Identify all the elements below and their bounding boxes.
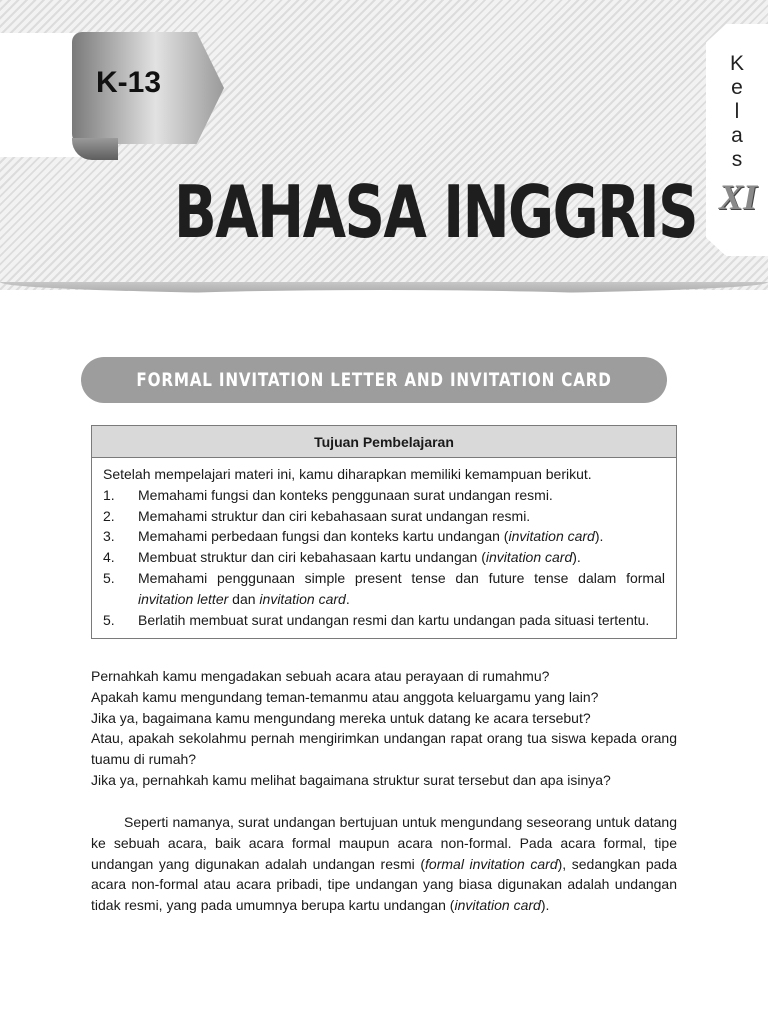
paragraph-term: formal invitation card (425, 855, 558, 872)
objective-text (138, 568, 665, 610)
paragraph-text: Seperti namanya, surat undangan bertujuan untuk mengundang seseorang untuk datang ke sebuah acara, baik acara formal maupun acara non-formal. Pada acara formal, tipe undangan yang digunakan adalah undangan resmi ( (91, 814, 677, 872)
objective-text-part: ). (594, 528, 604, 545)
objective-text (138, 485, 665, 506)
objective-text-part: Berlatih membuat surat undangan resmi dan kartu undangan pada situasi tertentu. (138, 611, 650, 628)
question-line: Jika ya, pernahkah kamu melihat bagaimana struktur surat tersebut dan apa isinya? (91, 771, 611, 788)
objective-text (138, 506, 665, 527)
objective-text (138, 610, 665, 631)
objectives-list (103, 485, 665, 631)
objective-number: 4. (103, 549, 115, 566)
objective-item (103, 506, 665, 527)
objective-text-part: . (345, 590, 350, 607)
page-title: BAHASA INGGRIS (174, 170, 698, 254)
objective-term: invitation card (485, 549, 573, 566)
objectives-intro: Setelah mempelajari materi ini, kamu diharapkan memiliki kemampuan berikut. (103, 466, 592, 482)
objective-item (103, 485, 665, 506)
objective-item (103, 610, 665, 631)
objective-number: 3. (103, 528, 115, 545)
objectives-box (91, 425, 677, 639)
topic-title: FORMAL INVITATION LETTER AND INVITATION CARD (136, 369, 612, 391)
objective-term: invitation letter (138, 590, 229, 607)
objective-term: invitation card (508, 528, 595, 545)
body-paragraph (91, 812, 677, 916)
objective-number: 1. (103, 486, 115, 503)
class-level: XI (718, 177, 758, 217)
objectives-body (92, 458, 676, 630)
question-line: Jika ya, bagaimana kamu mengundang mereka untuk datang ke acara tersebut? (91, 709, 591, 726)
objective-text-part: Membuat struktur dan ciri kebahasaan kartu undangan ( (138, 549, 486, 566)
objective-text (138, 526, 665, 547)
kelas-letter: K (729, 52, 744, 75)
objective-text-part: Memahami fungsi dan konteks penggunaan surat undangan resmi. (138, 486, 553, 503)
topic-banner (81, 357, 667, 403)
objective-text-part: Memahami penggunaan simple present tense dan future tense dalam formal (138, 569, 665, 586)
kelas-word (722, 52, 752, 172)
paragraph-text: ). (540, 897, 550, 914)
objective-text-part: Memahami struktur dan ciri kebahasaan surat undangan resmi. (138, 507, 531, 524)
intro-questions (91, 666, 677, 791)
objective-item (103, 547, 665, 568)
kelas-letter: s (731, 148, 743, 171)
objective-item (103, 568, 665, 610)
paragraph-text: ), sedangkan pada acara non-formal atau acara pribadi, tipe undangan yang biasa digunakan adalah undangan tidak resmi, yang pada umumnya berupa kartu undangan ( (91, 855, 677, 914)
question-line: Atau, apakah sekolahmu pernah mengirimkan undangan rapat orang tua siswa kepada orang tuamu di rumah? (91, 730, 677, 768)
question-line: Apakah kamu mengundang teman-temanmu atau anggota keluargamu yang lain? (91, 688, 599, 705)
header-divider (0, 290, 768, 310)
objective-text-part: Memahami perbedaan fungsi dan konteks kartu undangan ( (138, 528, 509, 545)
curriculum-label: K-13 (96, 66, 162, 99)
objective-text-part: ). (572, 549, 581, 566)
objective-number: 2. (103, 507, 115, 524)
objective-text (138, 547, 665, 568)
objectives-heading: Tujuan Pembelajaran (92, 426, 676, 458)
objective-item (103, 526, 665, 547)
kelas-letter: e (731, 76, 743, 99)
objective-number: 5. (103, 569, 115, 586)
objective-number: 5. (103, 611, 115, 628)
question-line: Pernahkah kamu mengadakan sebuah acara atau perayaan di rumahmu? (91, 668, 550, 684)
kelas-letter: l (734, 100, 740, 123)
paragraph-term: invitation card (454, 897, 541, 914)
kelas-letter: a (731, 124, 743, 147)
objective-text-part: dan (228, 590, 260, 607)
objective-term: invitation card (259, 590, 346, 607)
